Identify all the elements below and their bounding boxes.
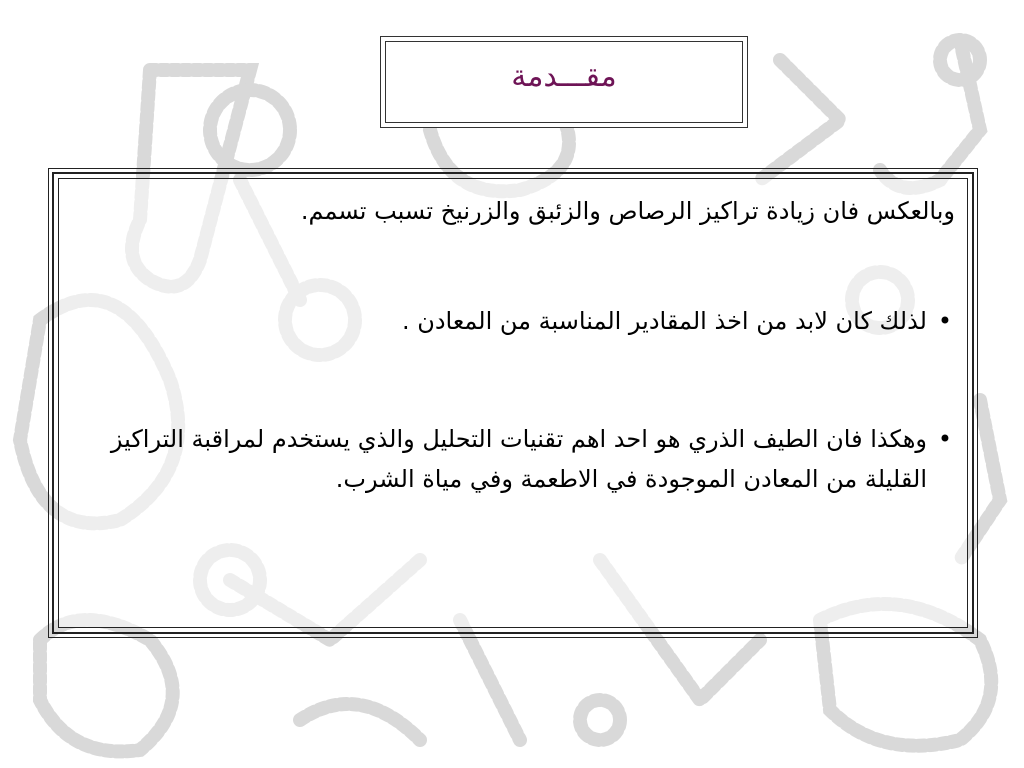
content-box-frame [52, 172, 974, 634]
paragraph-text: وهكذا فان الطيف الذري هو احد اهم تقنيات التحليل والذي يستخدم لمراقبة التراكيز القليلة من المعادن الموجودة في الاطعمة وفي مياة الشرب. [110, 425, 927, 493]
bullet-item-atomic-spectroscopy [67, 419, 953, 499]
paragraph-text: لذلك كان لابد من اخذ المقادير المناسبة من المعادن . [401, 307, 927, 335]
paragraph-text: وبالعكس فان زيادة تراكيز الرصاص والزئبق والزرنيخ تسبب تسمم. [300, 197, 955, 225]
content-box-inner [58, 178, 968, 628]
bullet-item-minerals [47, 301, 953, 341]
dropper-icon [880, 40, 980, 188]
slide-title: مقـــدمة [511, 58, 617, 94]
content-box [48, 168, 978, 638]
title-box-inner [385, 41, 743, 123]
bullet-icon: • [937, 307, 953, 335]
bullet-icon: • [937, 425, 953, 453]
paragraph-intro [75, 191, 955, 231]
title-box [380, 36, 748, 128]
